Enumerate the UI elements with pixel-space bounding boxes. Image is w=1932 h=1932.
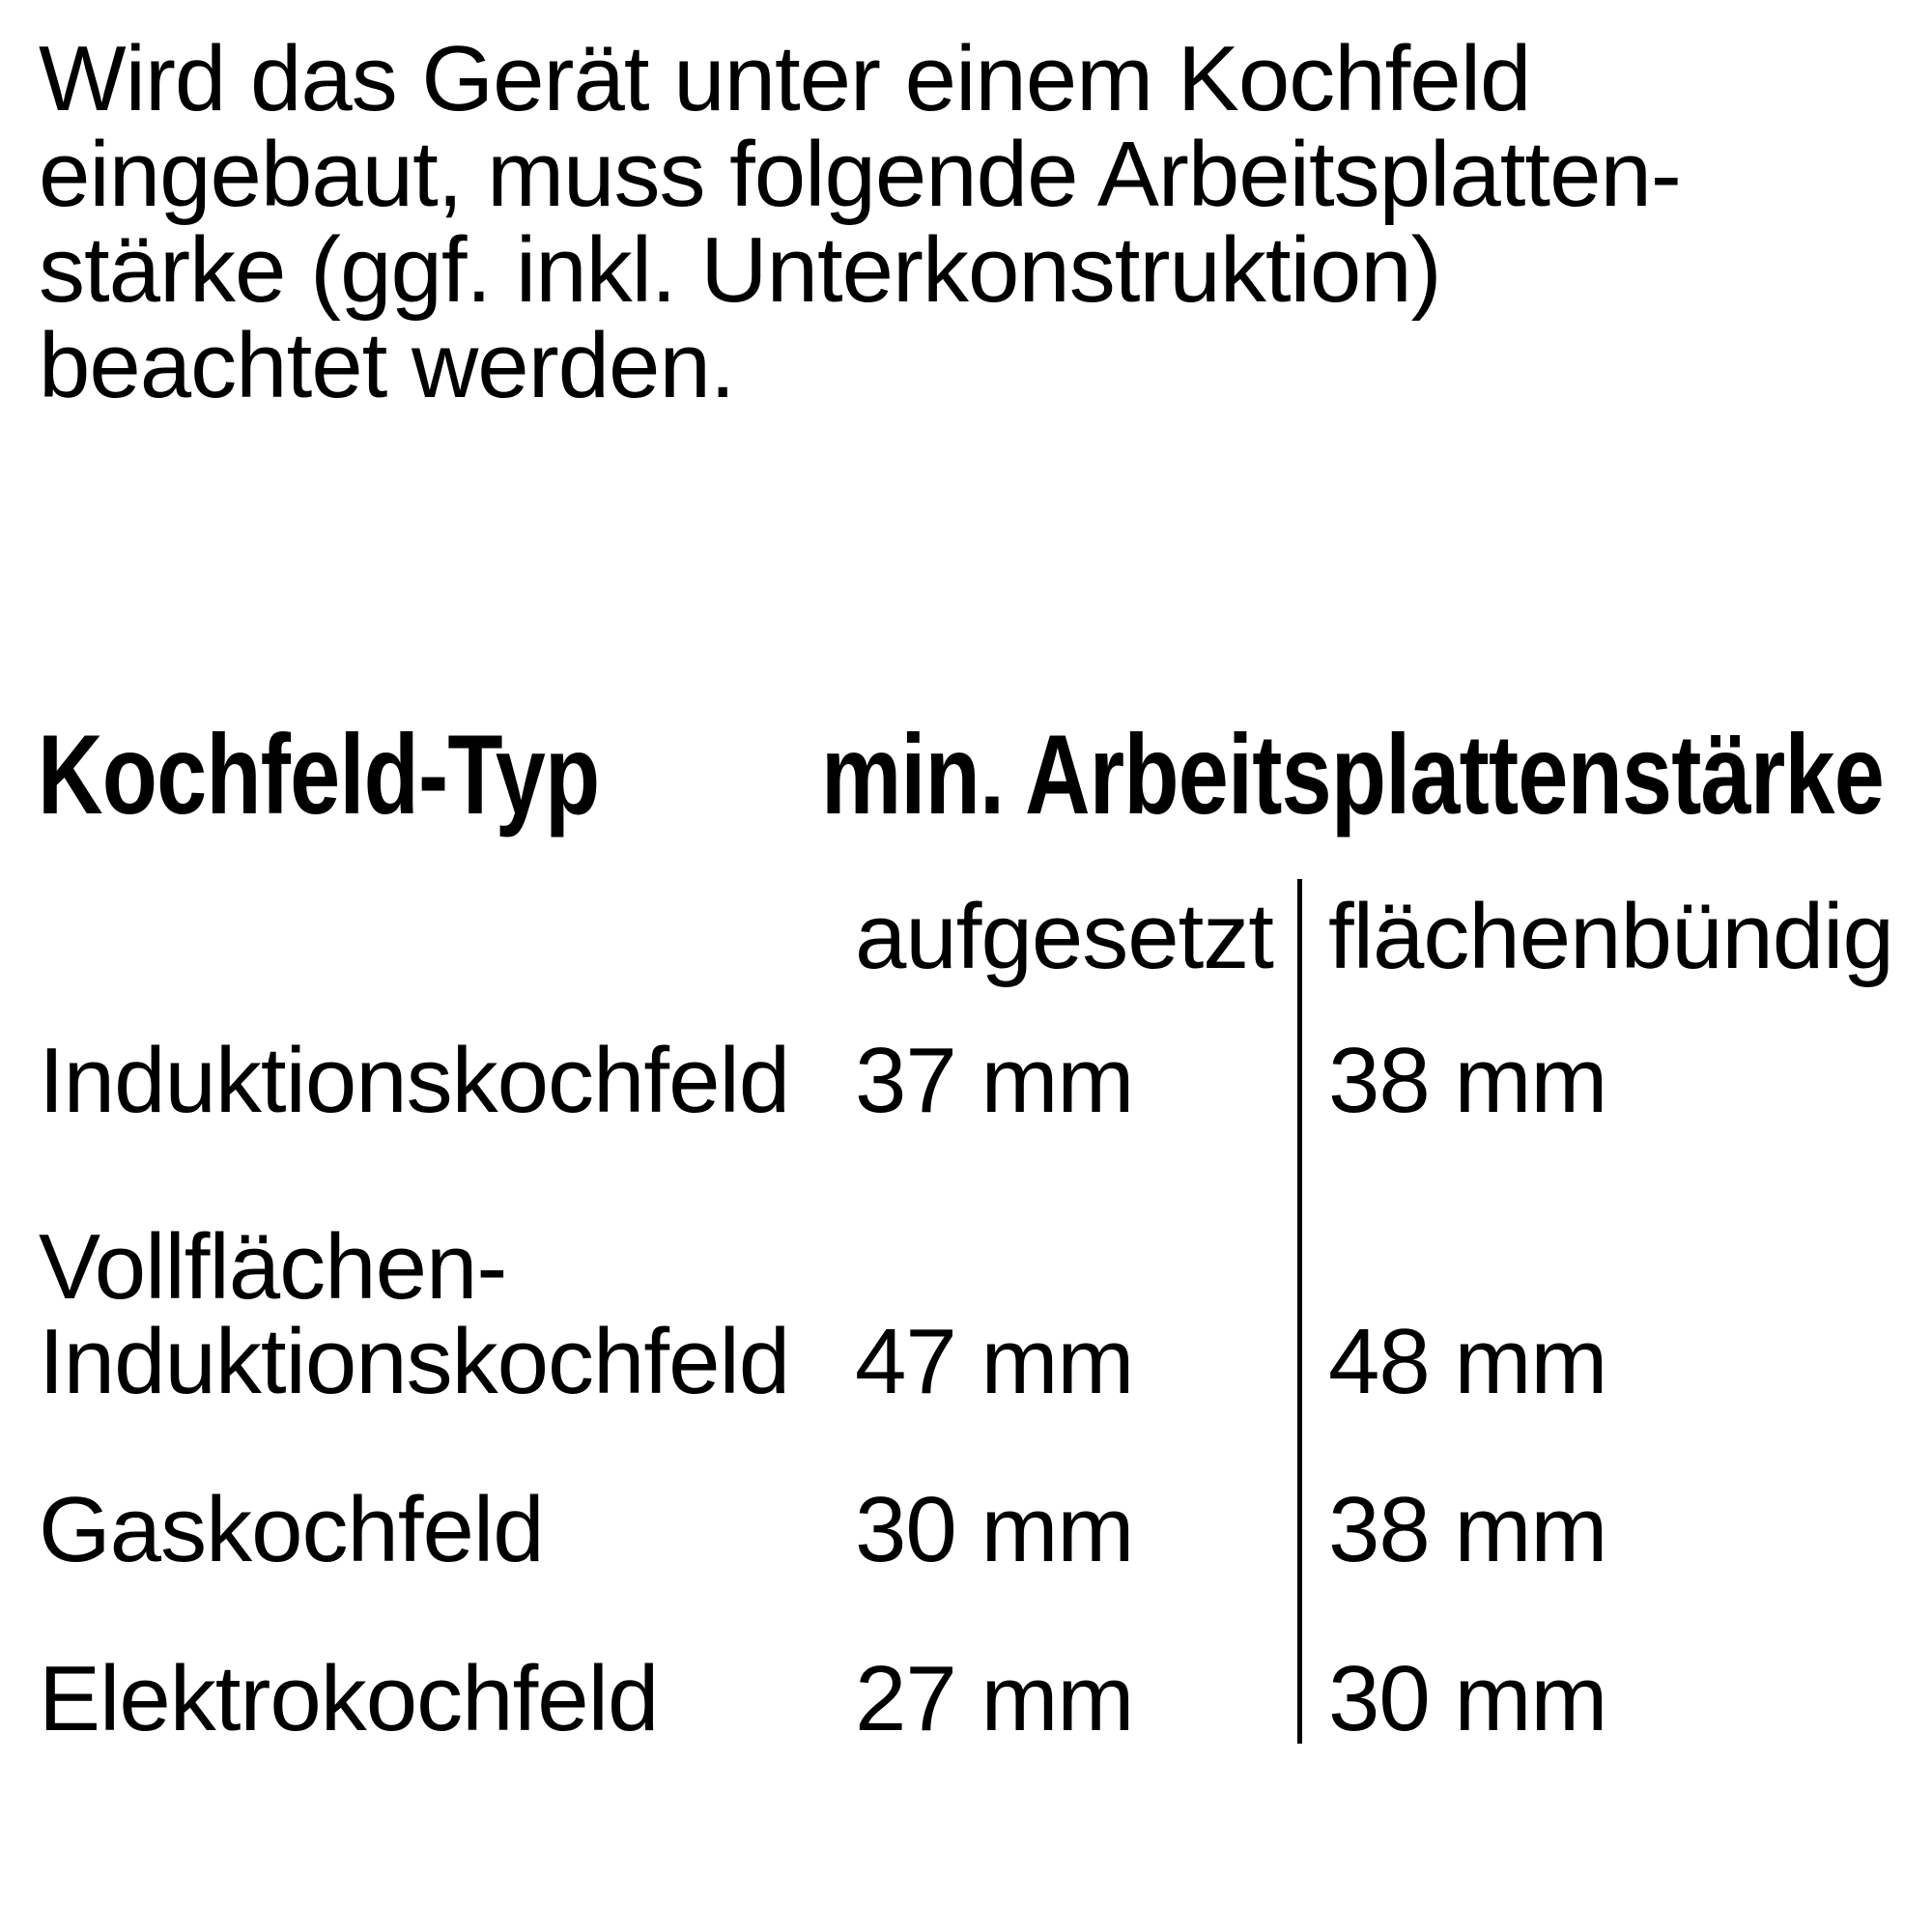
cell-flush-value: 30 mm xyxy=(1328,1647,1607,1750)
cell-mounted-value: 37 mm xyxy=(855,1029,1134,1132)
intro-line-4: beachtet werden. xyxy=(39,314,735,417)
column-header-arbeitsplattenstaerke: min. Arbeitsplattenstärke xyxy=(821,711,1885,838)
cell-type-line-2: Induktionskochfeld xyxy=(39,1310,790,1413)
cell-type: Induktionskochfeld xyxy=(39,1029,790,1132)
cell-mounted-value: 27 mm xyxy=(855,1647,1134,1750)
intro-line-2: eingebaut, muss folgende Arbeitsplatten- xyxy=(39,123,1681,226)
column-divider-line xyxy=(1297,879,1302,1744)
intro-paragraph xyxy=(39,27,1681,417)
subheader-flaechenbuendig: flächenbündig xyxy=(1328,885,1893,988)
cell-type: Gaskochfeld xyxy=(39,1478,544,1581)
column-header-kochfeld-typ: Kochfeld-Typ xyxy=(38,711,600,838)
cell-type-line-1: Vollflächen- xyxy=(39,1215,507,1319)
cell-mounted-value: 47 mm xyxy=(855,1310,1134,1413)
cell-mounted-value: 30 mm xyxy=(855,1478,1134,1581)
cell-flush-value: 48 mm xyxy=(1328,1310,1607,1413)
cell-flush-value: 38 mm xyxy=(1328,1029,1607,1132)
cell-type xyxy=(39,1215,790,1413)
subheader-aufgesetzt: aufgesetzt xyxy=(855,885,1273,988)
cell-flush-value: 38 mm xyxy=(1328,1478,1607,1581)
intro-line-1: Wird das Gerät unter einem Kochfeld xyxy=(39,27,1531,130)
cell-type: Elektrokochfeld xyxy=(39,1647,659,1750)
intro-line-3: stärke (ggf. inkl. Unterkonstruktion) xyxy=(39,218,1441,322)
